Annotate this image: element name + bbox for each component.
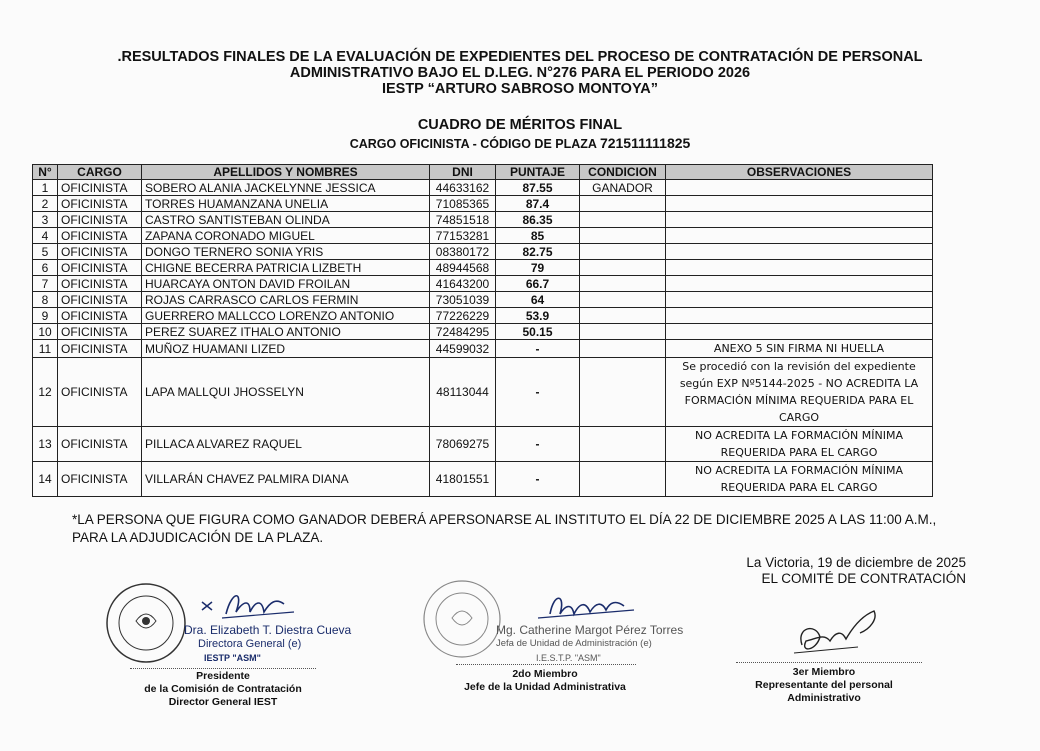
cell-dni: 48113044 <box>430 358 496 427</box>
cargo-prefix: CARGO OFICINISTA - CÓDIGO DE PLAZA <box>349 137 597 151</box>
cell-dni: 73051039 <box>430 292 496 308</box>
cell-puntaje: - <box>496 427 580 462</box>
cell-dni: 77153281 <box>430 228 496 244</box>
cell-nombre: HUARCAYA ONTON DAVID FROILAN <box>142 276 430 292</box>
table-row <box>33 260 933 276</box>
s3-role1: 3er Miembro <box>792 666 856 678</box>
cell-condicion <box>580 427 666 462</box>
col-header: PUNTAJE <box>496 165 580 180</box>
stamp-1-inst: IESTP "ASM" <box>204 653 261 663</box>
cell-condicion <box>580 228 666 244</box>
cell-n: 10 <box>33 324 58 340</box>
table-row <box>33 196 933 212</box>
signature-1-caption <box>116 670 330 709</box>
cell-nombre: CHIGNE BECERRA PATRICIA LIZBETH <box>142 260 430 276</box>
col-header: CARGO <box>58 165 142 180</box>
cell-n: 14 <box>33 462 58 497</box>
cell-obs <box>666 292 933 308</box>
merit-table <box>32 164 933 497</box>
cell-condicion <box>580 276 666 292</box>
signature-line-2 <box>456 664 636 665</box>
table-row <box>33 324 933 340</box>
stamp-1 <box>184 623 351 665</box>
cell-obs: Se procedió con la revisión del expediente según EXP Nº5144-2025 - NO ACREDITA LA FORMACIÓN MÍNIMA REQUERIDA PARA EL CARGO <box>666 358 933 427</box>
table-row <box>33 244 933 260</box>
cell-dni: 48944568 <box>430 260 496 276</box>
cell-n: 7 <box>33 276 58 292</box>
table-row <box>33 462 933 497</box>
cell-nombre: VILLARÁN CHAVEZ PALMIRA DIANA <box>142 462 430 497</box>
cell-puntaje: 79 <box>496 260 580 276</box>
cell-nombre: PILLACA ALVAREZ RAQUEL <box>142 427 430 462</box>
cell-dni: 44633162 <box>430 180 496 196</box>
cell-obs: NO ACREDITA LA FORMACIÓN MÍNIMA REQUERIDA PARA EL CARGO <box>666 427 933 462</box>
cell-puntaje: 53.9 <box>496 308 580 324</box>
stamp-2-name: Mg. Catherine Margot Pérez Torres <box>496 623 684 637</box>
cell-condicion <box>580 196 666 212</box>
cell-obs <box>666 244 933 260</box>
cargo-code: 721511111825 <box>599 135 691 151</box>
cell-n: 12 <box>33 358 58 427</box>
cell-nombre: CASTRO SANTISTEBAN OLINDA <box>142 212 430 228</box>
cell-puntaje: 85 <box>496 228 580 244</box>
cell-cargo: OFICINISTA <box>58 358 142 427</box>
s3-role2: Representante del personal <box>755 679 893 691</box>
cell-n: 5 <box>33 244 58 260</box>
cell-condicion: GANADOR <box>580 180 666 196</box>
cell-puntaje: 50.15 <box>496 324 580 340</box>
s2-role2: Jefe de la Unidad Administrativa <box>464 681 626 693</box>
cell-condicion <box>580 308 666 324</box>
col-header: DNI <box>430 165 496 180</box>
title-line-3: IESTP “ARTURO SABROSO MONTOYA” <box>381 81 659 97</box>
cargo-line <box>0 135 1040 151</box>
cell-puntaje: - <box>496 340 580 358</box>
cell-n: 11 <box>33 340 58 358</box>
cell-nombre: SOBERO ALANIA JACKELYNNE JESSICA <box>142 180 430 196</box>
cell-puntaje: - <box>496 358 580 427</box>
winner-note: *LA PERSONA QUE FIGURA COMO GANADOR DEBERÁ APERSONARSE AL INSTITUTO EL DÍA 22 DE DICIEMBRE 2025 A LAS 11:00 A.M., PARA LA ADJUDICACIÓN DE LA PLAZA. <box>72 512 937 545</box>
cell-dni: 78069275 <box>430 427 496 462</box>
table-row <box>33 180 933 196</box>
title-line-2: ADMINISTRATIVO BAJO EL D.LEG. N°276 PARA EL PERIODO 2026 <box>289 65 751 81</box>
cell-puntaje: 87.4 <box>496 196 580 212</box>
cell-condicion <box>580 324 666 340</box>
cell-dni: 44599032 <box>430 340 496 358</box>
cell-obs <box>666 260 933 276</box>
signature-line-1 <box>130 668 316 669</box>
cell-obs <box>666 308 933 324</box>
cell-condicion <box>580 358 666 427</box>
cell-n: 9 <box>33 308 58 324</box>
s3-role3: Administrativo <box>787 692 861 704</box>
cell-cargo: OFICINISTA <box>58 196 142 212</box>
col-header: OBSERVACIONES <box>666 165 933 180</box>
cell-n: 13 <box>33 427 58 462</box>
cell-cargo: OFICINISTA <box>58 427 142 462</box>
cell-condicion <box>580 340 666 358</box>
cell-n: 6 <box>33 260 58 276</box>
cell-cargo: OFICINISTA <box>58 212 142 228</box>
cell-obs <box>666 276 933 292</box>
cell-obs <box>666 180 933 196</box>
stamp-1-role: Directora General (e) <box>198 638 302 650</box>
cell-dni: 08380172 <box>430 244 496 260</box>
cell-obs <box>666 196 933 212</box>
s1-role2: de la Comisión de Contratación <box>144 683 302 695</box>
cell-cargo: OFICINISTA <box>58 228 142 244</box>
cell-obs: NO ACREDITA LA FORMACIÓN MÍNIMA REQUERIDA PARA EL CARGO <box>666 462 933 497</box>
stamp-2-role: Jefa de Unidad de Administración (e) <box>496 638 652 649</box>
table-row <box>33 292 933 308</box>
cell-puntaje: 87.55 <box>496 180 580 196</box>
s1-role3: Director General IEST <box>168 696 278 708</box>
cell-obs <box>666 212 933 228</box>
cell-n: 8 <box>33 292 58 308</box>
cell-cargo: OFICINISTA <box>58 324 142 340</box>
cell-nombre: ROJAS CARRASCO CARLOS FERMIN <box>142 292 430 308</box>
cell-nombre: GUERRERO MALLCCO LORENZO ANTONIO <box>142 308 430 324</box>
cell-condicion <box>580 260 666 276</box>
table-row <box>33 427 933 462</box>
cell-nombre: LAPA MALLQUI JHOSSELYN <box>142 358 430 427</box>
signature-2-caption <box>440 668 650 694</box>
cell-nombre: PEREZ SUAREZ ITHALO ANTONIO <box>142 324 430 340</box>
cell-dni: 71085365 <box>430 196 496 212</box>
cell-dni: 72484295 <box>430 324 496 340</box>
table-row <box>33 228 933 244</box>
title-line-1: .RESULTADOS FINALES DE LA EVALUACIÓN DE EXPEDIENTES DEL PROCESO DE CONTRATACIÓN DE PERSONAL <box>117 49 923 65</box>
cell-cargo: OFICINISTA <box>58 244 142 260</box>
cell-obs <box>666 228 933 244</box>
cell-n: 4 <box>33 228 58 244</box>
subtitle: CUADRO DE MÉRITOS FINAL <box>417 117 623 133</box>
committee-label: EL COMITÉ DE CONTRATACIÓN <box>761 571 966 586</box>
cell-puntaje: 64 <box>496 292 580 308</box>
place-date-block <box>730 555 966 587</box>
table-header-row <box>33 165 933 180</box>
cell-n: 3 <box>33 212 58 228</box>
cell-cargo: OFICINISTA <box>58 292 142 308</box>
table-row <box>33 340 933 358</box>
cell-condicion <box>580 462 666 497</box>
signature-1-scribble <box>196 588 296 624</box>
col-header: CONDICION <box>580 165 666 180</box>
ministry-seal-1 <box>104 581 188 665</box>
cell-puntaje: 66.7 <box>496 276 580 292</box>
cell-puntaje: - <box>496 462 580 497</box>
cell-n: 2 <box>33 196 58 212</box>
place-date: La Victoria, 19 de diciembre de 2025 <box>746 555 966 570</box>
signature-3-caption <box>740 666 908 705</box>
cell-puntaje: 86.35 <box>496 212 580 228</box>
cell-dni: 74851518 <box>430 212 496 228</box>
cell-condicion <box>580 212 666 228</box>
cell-n: 1 <box>33 180 58 196</box>
cell-condicion <box>580 244 666 260</box>
cell-nombre: DONGO TERNERO SONIA YRIS <box>142 244 430 260</box>
cell-obs <box>666 324 933 340</box>
cell-dni: 77226229 <box>430 308 496 324</box>
table-row <box>33 276 933 292</box>
cell-obs: ANEXO 5 SIN FIRMA NI HUELLA <box>666 340 933 358</box>
cell-cargo: OFICINISTA <box>58 308 142 324</box>
s1-role1: Presidente <box>196 670 250 682</box>
s2-role1: 2do Miembro <box>512 668 578 680</box>
col-header: N° <box>33 165 58 180</box>
cell-cargo: OFICINISTA <box>58 340 142 358</box>
cell-condicion <box>580 292 666 308</box>
cell-cargo: OFICINISTA <box>58 260 142 276</box>
cell-cargo: OFICINISTA <box>58 276 142 292</box>
cell-puntaje: 82.75 <box>496 244 580 260</box>
cell-dni: 41801551 <box>430 462 496 497</box>
table-row <box>33 358 933 427</box>
stamp-1-name: Dra. Elizabeth T. Diestra Cueva <box>184 623 352 637</box>
institute-seal-2 <box>421 578 503 660</box>
document-title <box>0 49 1040 97</box>
cell-cargo: OFICINISTA <box>58 462 142 497</box>
table-row <box>33 212 933 228</box>
cell-dni: 41643200 <box>430 276 496 292</box>
col-header: APELLIDOS Y NOMBRES <box>142 165 430 180</box>
cell-nombre: TORRES HUAMANZANA UNELIA <box>142 196 430 212</box>
table-row <box>33 308 933 324</box>
stamp-2 <box>496 623 683 665</box>
table-body <box>33 180 933 497</box>
cell-nombre: MUÑOZ HUAMANI LIZED <box>142 340 430 358</box>
cell-nombre: ZAPANA CORONADO MIGUEL <box>142 228 430 244</box>
stamp-2-inst: I.E.S.T.P. "ASM" <box>536 653 601 663</box>
signature-line-3 <box>736 662 922 663</box>
signature-2-scribble <box>530 590 640 624</box>
cell-cargo: OFICINISTA <box>58 180 142 196</box>
